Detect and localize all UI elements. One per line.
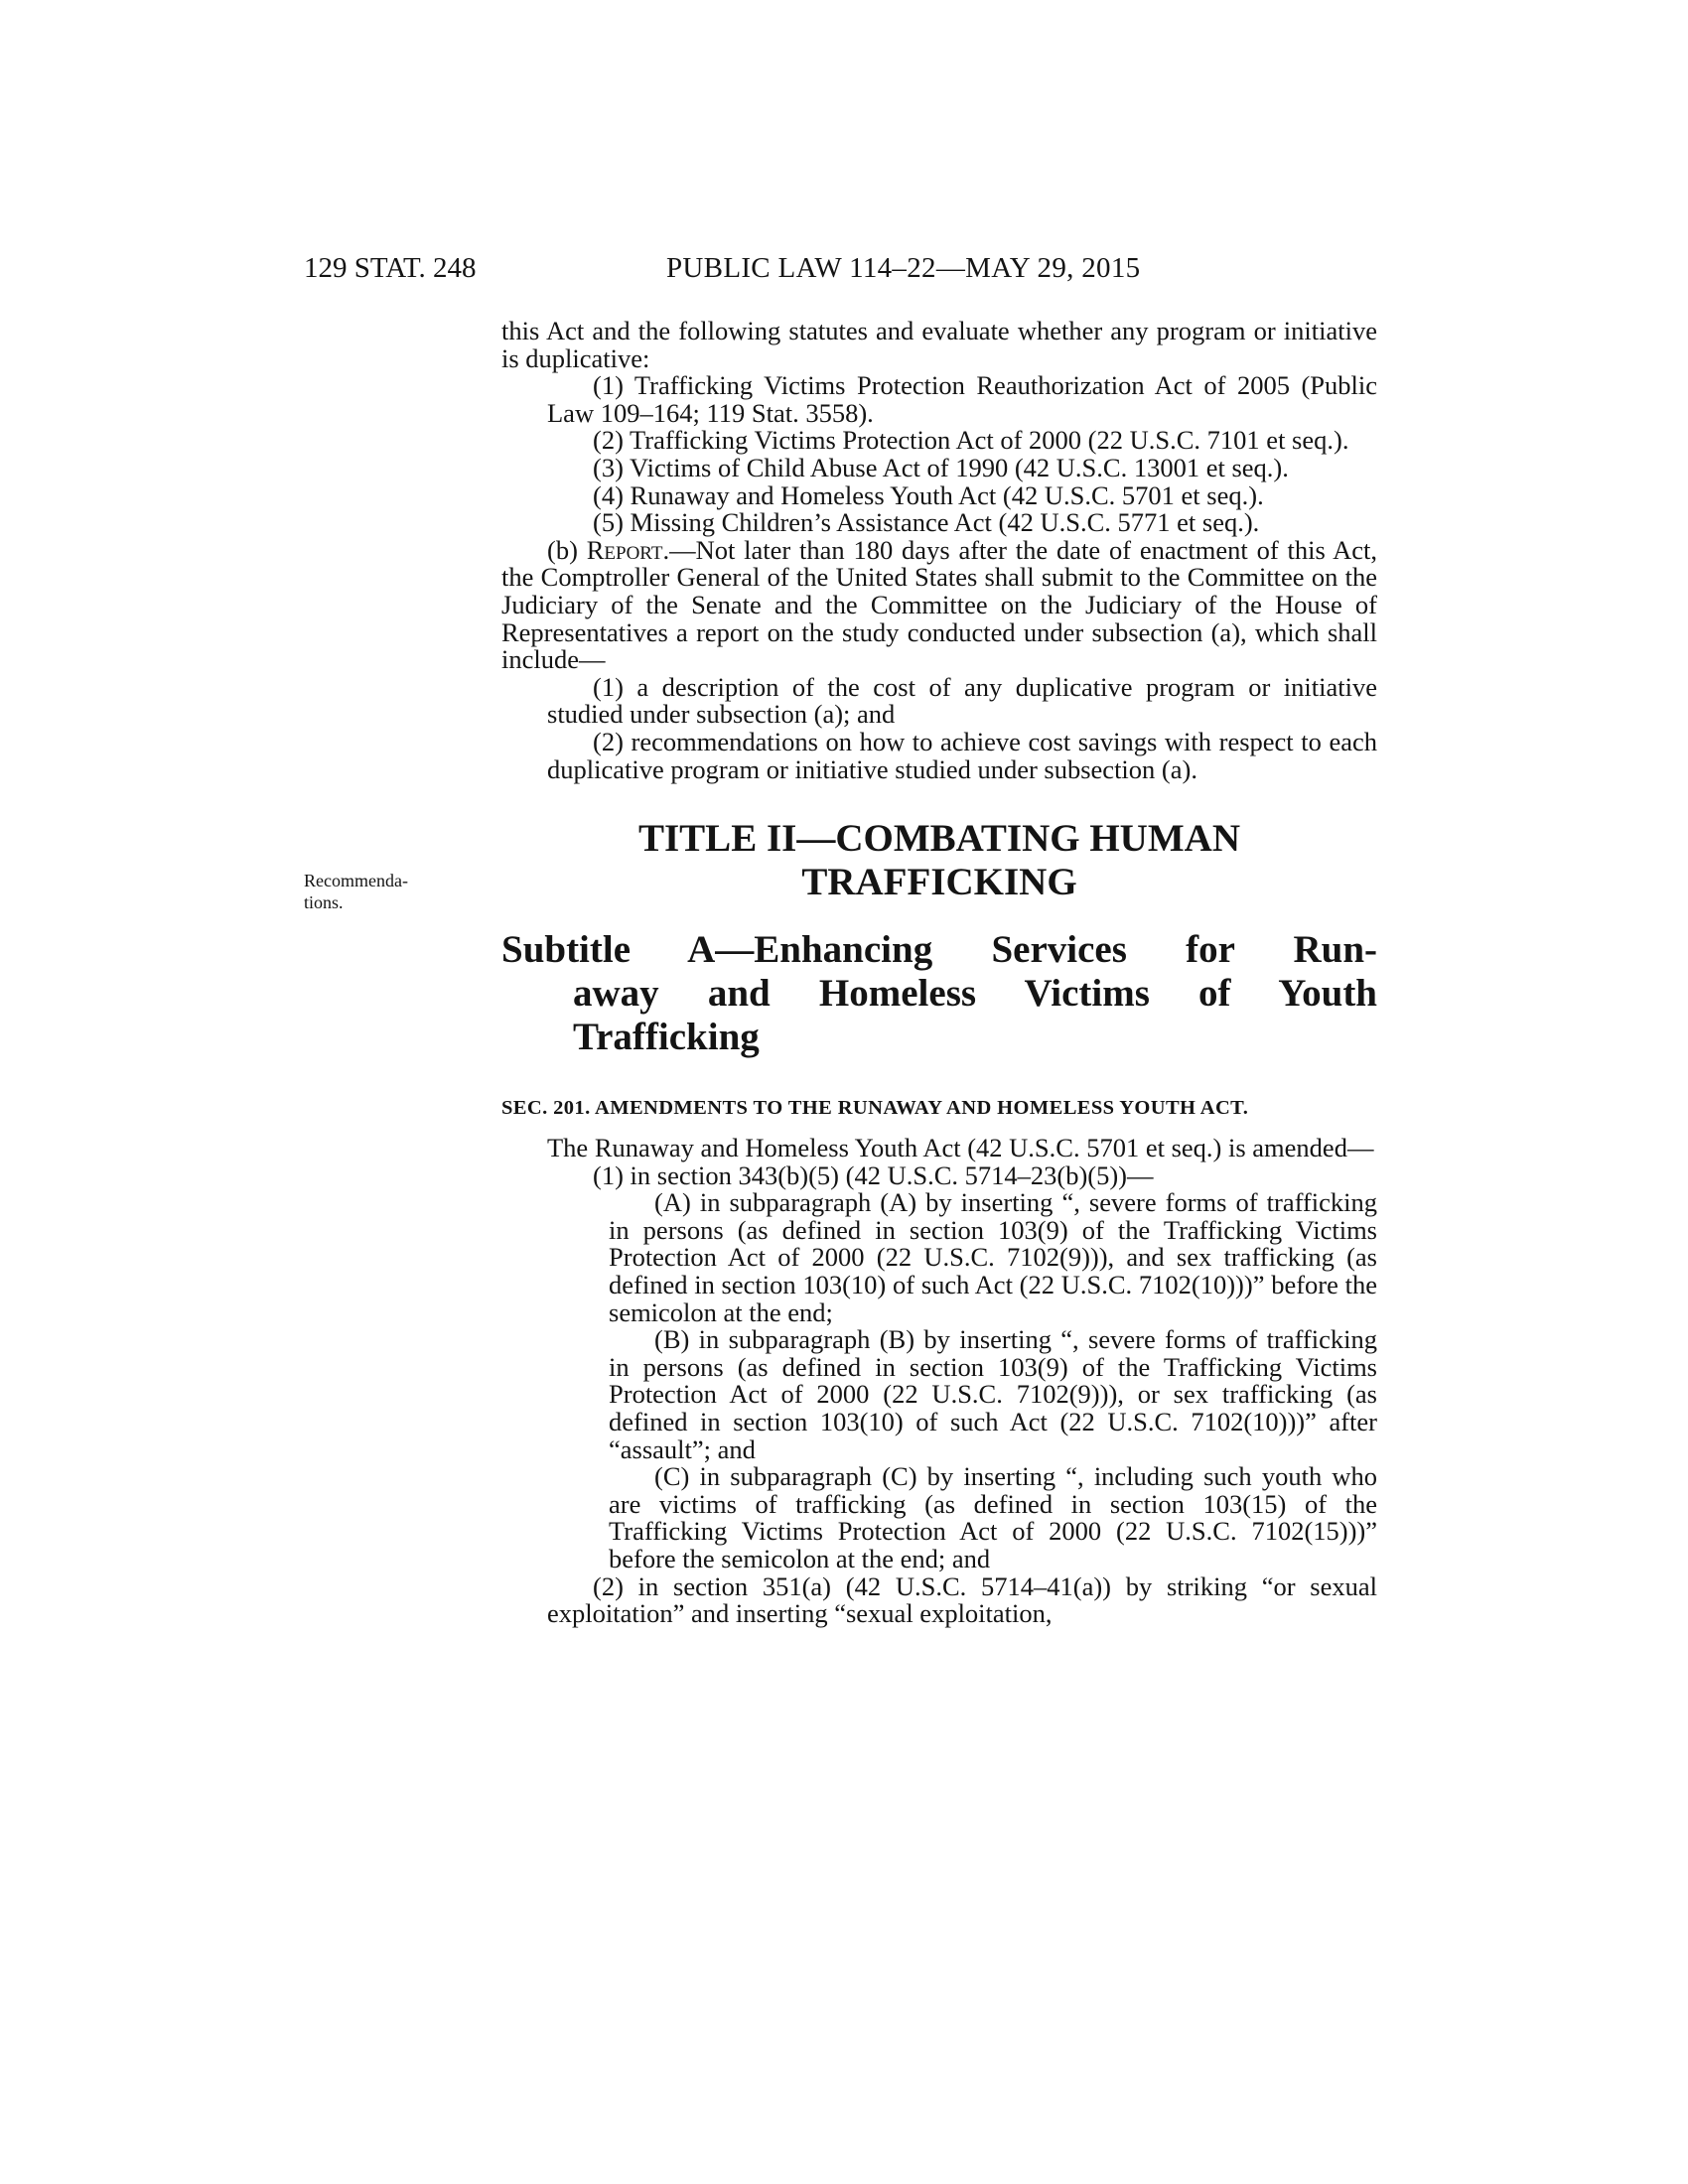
margin-note-line-2: tions. [304,892,344,912]
statute-item-5: (5) Missing Children’s Assistance Act (42 U.S.C. 5771 et seq.). [593,507,1260,538]
statute-item-1: (1) Trafficking Victims Protection Reauthorization Act of 2005 (Public Law 109–164; 119 Stat. 3558). [547,370,1377,428]
sec-201-subparagraph-c: (C) in subparagraph (C) by inserting “, including such youth who are victims of trafficking (as defined in section 103(15) of the Trafficking Victims Protection Act of 2000 (22 U.S.C. 7102(15)))” before the semicolon at the end; and [609,1461,1377,1573]
title-ii-line-1: TITLE II—COMBATING HUMAN [637,817,1240,861]
statute-item-4: (4) Runaway and Homeless Youth Act (42 U.S.C. 5701 et seq.). [593,479,1264,510]
public-law-title: PUBLIC LAW 114–22—MAY 29, 2015 [666,252,1141,284]
running-header [304,248,1197,288]
subtitle-a-line-3: Trafficking [573,1016,760,1059]
sec-201-heading: SEC. 201. AMENDMENTS TO THE RUNAWAY AND HOMELESS YOUTH ACT. [501,1097,1249,1120]
subtitle-a-line-2: away and Homeless Victims of Youth [573,972,1377,1016]
subtitle-a-heading [501,928,1377,1059]
report-label-prefix: (b) [547,534,587,565]
report-label-caps: Report [586,534,663,565]
subtitle-a-line-1: Subtitle A—Enhancing Services for Run- [501,928,1377,972]
sec-201-paragraph-1: (1) in section 343(b)(5) (42 U.S.C. 5714–23(b)(5))— [593,1160,1154,1190]
report-text: .—Not later than 180 days after the date of enactment of this Act, the Comptroller General of the United States shall submit to the Committee on the Judiciary of the Senate and the Committee on the Judiciary of the House of Representatives a report on the study conducted under subsection (a), which shall include— [501,534,1377,675]
title-ii-heading [501,817,1377,904]
margin-note [304,870,433,913]
title-ii-line-2: TRAFFICKING [801,861,1077,904]
sec-201-intro: The Runaway and Homeless Youth Act (42 U.S.C. 5701 et seq.) is amended— [547,1133,1374,1163]
section-intro-paragraph: this Act and the following statutes and evaluate whether any program or initiative is duplicative: [501,316,1377,373]
statute-item-3: (3) Victims of Child Abuse Act of 1990 (42 U.S.C. 13001 et seq.). [593,452,1289,482]
sec-201-subparagraph-a: (A) in subparagraph (A) by inserting “, severe forms of trafficking in persons (as defined in section 103(9) of the Trafficking Victims Protection Act of 2000 (22 U.S.C. 7102(9))), and sex trafficking (as defined in section 103(10) of such Act (22 U.S.C. 7102(10)))” before the semicolon at the end; [609,1187,1377,1327]
report-item-1: (1) a description of the cost of any duplicative program or initiative studied under subsection (a); and [547,671,1377,730]
sec-201-paragraph-2: (2) in section 351(a) (42 U.S.C. 5714–41(a)) by striking “or sexual exploitation” and inserting “sexual exploitation, [547,1570,1377,1629]
report-item-2: (2) recommendations on how to achieve cost savings with respect to each duplicative program or initiative studied under subsection (a). [547,726,1377,784]
stat-page-number: 129 STAT. 248 [304,252,477,284]
sec-201-subparagraph-b: (B) in subparagraph (B) by inserting “, severe forms of trafficking in persons (as defined in section 103(9) of the Trafficking Victims Protection Act of 2000 (22 U.S.C. 7102(9))), or sex trafficking (as defined in section 103(10) of such Act (22 U.S.C. 7102(10)))” after “assault”; and [609,1324,1377,1464]
report-paragraph [501,534,1377,675]
margin-note-line-1: Recommenda- [304,871,408,890]
statute-item-2: (2) Trafficking Victims Protection Act of 2000 (22 U.S.C. 7101 et seq.). [593,425,1349,456]
body-text [501,318,1377,1628]
